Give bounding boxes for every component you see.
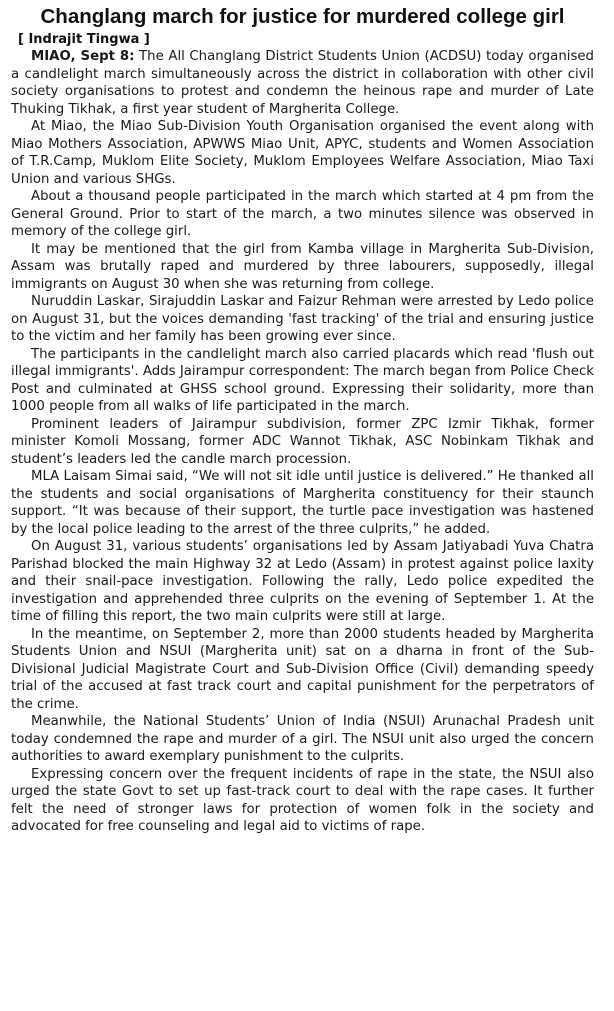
article-paragraph: In the meantime, on September 2, more than 2000 students headed by Margherita Students Union and NSUI (Margherita unit) sat on a dharna in front of the Sub-Divisional Judicial Magistrate Court and Sub-Division Office (Civil) demanding speedy trial of the accused at fast track court and capital punishment for the perpetrators of the crime. [11, 626, 594, 712]
article-paragraph: Meanwhile, the National Students’ Union of India (NSUI) Arunachal Pradesh unit today condemned the rape and murder of a girl. The NSUI unit also urged the concern authorities to award exemplary punishment to the culprits. [11, 714, 594, 764]
news-article [11, 4, 594, 836]
article-body [11, 48, 594, 836]
article-paragraph: Expressing concern over the frequent incidents of rape in the state, the NSUI also urged the state Govt to set up fast-track court to deal with the rape cases. It further felt the need of stronger laws for protection of women folk in the society and advocated for free counseling and legal aid to victims of rape. [11, 766, 594, 834]
paragraph-text: The All Changlang District Students Union (ACDSU) today organised a candlelight march simultaneously across the district in collaboration with other civil society organisations to protest and condemn the heinous rape and murder of Late Thuking Tikhak, a first year student of Margherita College. [11, 49, 594, 117]
article-paragraph: At Miao, the Miao Sub-Division Youth Organisation organised the event along with Miao Mothers Association, APWWS Miao Unit, APYC, students and Women Association of T.R.Camp, Muklom Elite Society, Muklom Employees Welfare Association, Miao Taxi Union and various SHGs. [11, 119, 594, 187]
article-byline: [ Indrajit Tingwa ] [18, 32, 150, 47]
article-paragraph: The participants in the candlelight march also carried placards which read 'flush out illegal immigrants'. Adds Jairampur correspondent: The march began from Police Check Post and culminated at GHSS school ground. Expressing their solidarity, more than 1000 people from all walks of life participated in the march. [11, 346, 594, 414]
article-dateline: MIAO, Sept 8: [31, 49, 135, 64]
article-paragraph: On August 31, various students’ organisations led by Assam Jatiyabadi Yuva Chatra Parishad blocked the main Highway 32 at Ledo (Assam) in protest against police laxity and their snail-pace investigation. Following the rally, Ledo police expedited the investigation and apprehended three culprits on the evening of September 1. At the time of filling this report, the two main culprits were still at large. [11, 539, 594, 624]
article-paragraph: About a thousand people participated in the march which started at 4 pm from the General Ground. Prior to start of the march, a two minutes silence was observed in memory of the college girl. [11, 189, 594, 239]
article-paragraph: Prominent leaders of Jairampur subdivision, former ZPC Izmir Tikhak, former minister Komoli Mossang, former ADC Wannot Tikhak, ASC Nobinkam Tikhak and student’s leaders led the candle march procession. [11, 416, 594, 467]
article-paragraph: MLA Laisam Simai said, “We will not sit idle until justice is delivered.” He thanked all the students and social organisations of Margherita constituency for their staunch support. “It was because of their support, the turtle pace investigation was hastened by the local police leading to the arrest of the three culprits,” he added. [11, 469, 594, 537]
article-paragraph: It may be mentioned that the girl from Kamba village in Margherita Sub-Division, Assam was brutally raped and murdered by three labourers, supposedly, illegal immigrants on August 30 when she was returning from college. [11, 241, 594, 292]
article-headline: Changlang march for justice for murdered college girl [40, 5, 565, 28]
article-paragraph [11, 48, 594, 118]
article-paragraph: Nuruddin Laskar, Sirajuddin Laskar and Faizur Rehman were arrested by Ledo police on August 31, but the voices demanding 'fast tracking' of the trial and ensuring justice to the victim and her family has been growing ever since. [11, 294, 594, 344]
